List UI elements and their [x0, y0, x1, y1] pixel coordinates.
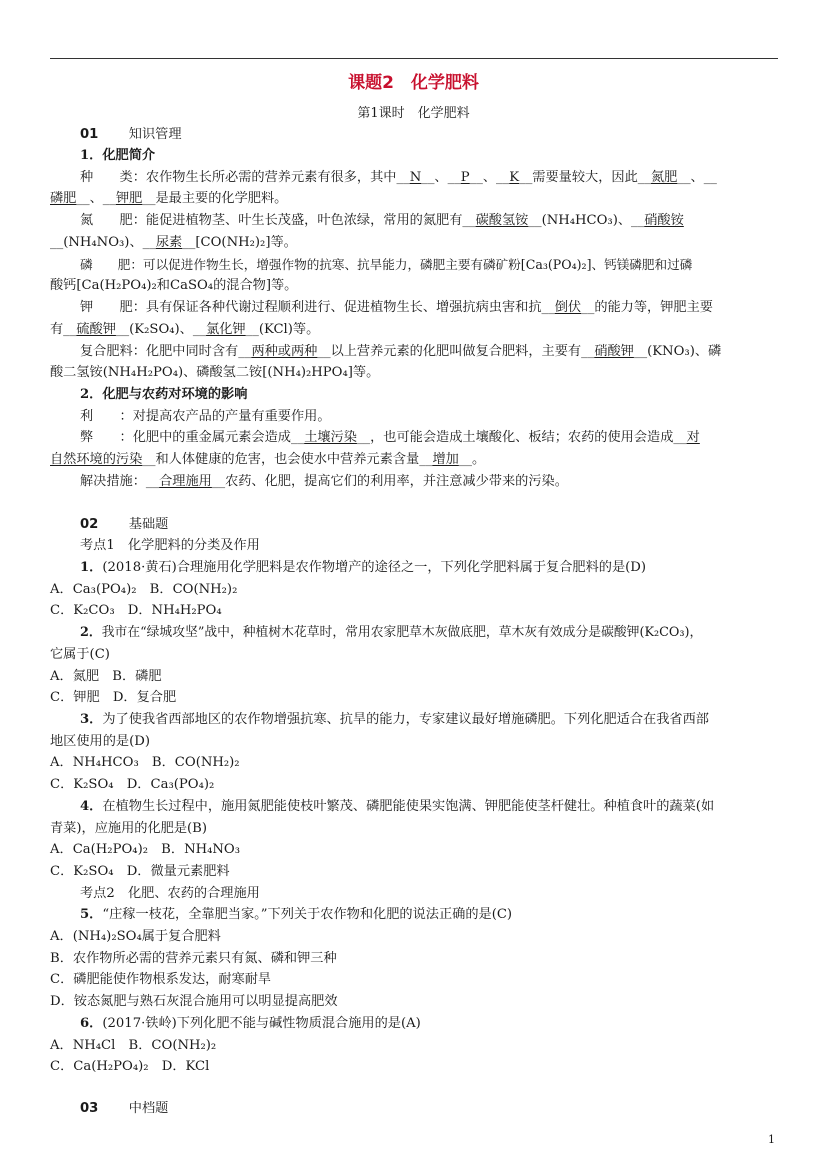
para-potassium: 钾 肥：具有保证各种代谢过程顺利进行、促进植物生长、增强抗病虫害和抗__倒伏__的能力等，钾肥主要 [80, 300, 713, 315]
question-4-options-cd: C．K₂SO₄ D．微量元素肥料 [50, 864, 230, 879]
page-title: 课题2 化学肥料 [348, 73, 479, 93]
para-harm-cont: 自然环境的污染__和人体健康的危害，也会使水中营养元素含量__增加__。 [50, 452, 486, 467]
para-phosphorus-cont: 酸钙[Ca(H₂PO₄)₂和CaSO₄的混合物]等。 [50, 278, 298, 293]
question-3-options-cd: C．K₂SO₄ D．Ca₃(PO₄)₂ [50, 777, 215, 792]
question-4: 4．在植物生长过程中，施用氮肥能使枝叶繁茂、磷肥能使果实饱满、钾肥能使茎杆健壮。种植食叶的蔬菜(如 [80, 799, 715, 814]
header-rule [50, 58, 778, 59]
topic-1-heading: 考点1 化学肥料的分类及作用 [80, 538, 260, 553]
question-5-option-c: C．磷肥能使作物根系发达，耐寒耐旱 [50, 972, 272, 987]
question-4-cont: 青菜)，应施用的化肥是(B) [50, 821, 207, 836]
para-compound-cont: 酸二氢铵(NH₄H₂PO₄)、磷酸氢二铵[(NH₄)₂HPO₄]等。 [50, 365, 380, 380]
question-2-options-cd: C．钾肥 D．复合肥 [50, 690, 177, 705]
question-1: 1．(2018·黄石)合理施用化学肥料是农作物增产的途径之一，下列化学肥料属于复合肥料的是(D) [80, 560, 647, 575]
question-1-options-ab: A．Ca₃(PO₄)₂ B．CO(NH₂)₂ [50, 582, 238, 597]
section-03-header: 03 中档题 [80, 1101, 169, 1116]
question-6-options-cd: C．Ca(H₂PO₄)₂ D．KCl [50, 1059, 210, 1074]
question-2: 2．我市在“绿城攻坚”战中，种植树木花草时，常用农家肥草木灰做底肥，草木灰有效成分是碳酸钾(K₂CO₃)， [80, 625, 703, 640]
question-6: 6．(2017·铁岭)下列化肥不能与碱性物质混合施用的是(A) [80, 1016, 421, 1031]
question-2-options-ab: A．氮肥 B．磷肥 [50, 669, 162, 684]
page-number: 1 [768, 1133, 775, 1146]
question-5-option-a: A．(NH₄)₂SO₄属于复合肥料 [50, 929, 221, 944]
question-1-options-cd: C．K₂CO₃ D．NH₄H₂PO₄ [50, 603, 222, 618]
question-3-cont: 地区使用的是(D) [50, 734, 150, 749]
para-nitrogen-cont: __(NH₄NO₃)、__尿素__[CO(NH₂)₂]等。 [50, 235, 297, 250]
para-types: 种 类：农作物生长所必需的营养元素有很多，其中__N__、__P__、__K__需要量较大，因此__氮肥__、__ [80, 170, 717, 185]
question-3-options-ab: A．NH₄HCO₃ B．CO(NH₂)₂ [50, 755, 240, 770]
para-benefit: 利 ：对提高农产品的产量有重要作用。 [80, 409, 331, 424]
section-02-header: 02 基础题 [80, 517, 169, 532]
page-subtitle: 第1课时 化学肥料 [357, 106, 470, 121]
question-3: 3．为了使我省西部地区的农作物增强抗寒、抗旱的能力，专家建议最好增施磷肥。下列化肥适合在我省西部 [80, 712, 709, 727]
question-5-option-d: D．铵态氮肥与熟石灰混合施用可以明显提高肥效 [50, 994, 338, 1009]
para-nitrogen: 氮 肥：能促进植物茎、叶生长茂盛，叶色浓绿，常用的氮肥有__碳酸氢铵__(NH₄HCO₃)、__硝酸铵 [80, 213, 684, 228]
question-6-options-ab: A．NH₄Cl B．CO(NH₂)₂ [50, 1038, 217, 1053]
para-phosphorus: 磷 肥：可以促进作物生长，增强作物的抗寒、抗旱能力，磷肥主要有磷矿粉[Ca₃(PO₄)₂]、钙镁磷肥和过磷 [80, 257, 693, 272]
question-2-cont: 它属于(C) [50, 647, 110, 662]
para-types-cont: 磷肥__、__钾肥__是最主要的化学肥料。 [50, 191, 288, 206]
subheading-environment: 2．化肥与农药对环境的影响 [80, 387, 248, 402]
subheading-fertilizer-intro: 1．化肥简介 [80, 148, 156, 163]
topic-2-heading: 考点2 化肥、农药的合理施用 [80, 886, 260, 901]
para-potassium-cont: 有__硫酸钾__(K₂SO₄)、__氯化钾__(KCl)等。 [50, 322, 320, 337]
para-solution: 解决措施：__合理施用__农药、化肥，提高它们的利用率，并注意减少带来的污染。 [80, 474, 568, 489]
para-harm: 弊 ：化肥中的重金属元素会造成__土壤污染__，也可能会造成土壤酸化、板结；农药的使用会造成__对 [80, 430, 700, 445]
question-5-option-b: B．农作物所必需的营养元素只有氮、磷和钾三种 [50, 951, 337, 966]
para-compound: 复合肥料：化肥中同时含有__两种或两种__以上营养元素的化肥叫做复合肥料，主要有__硝酸钾__(KNO₃)、磷 [80, 344, 722, 359]
question-5: 5．“庄稼一枝花，全靠肥当家。”下列关于农作物和化肥的说法正确的是(C) [80, 907, 513, 922]
question-4-options-ab: A．Ca(H₂PO₄)₂ B．NH₄NO₃ [50, 842, 241, 857]
section-01-header: 01 知识管理 [80, 127, 182, 142]
